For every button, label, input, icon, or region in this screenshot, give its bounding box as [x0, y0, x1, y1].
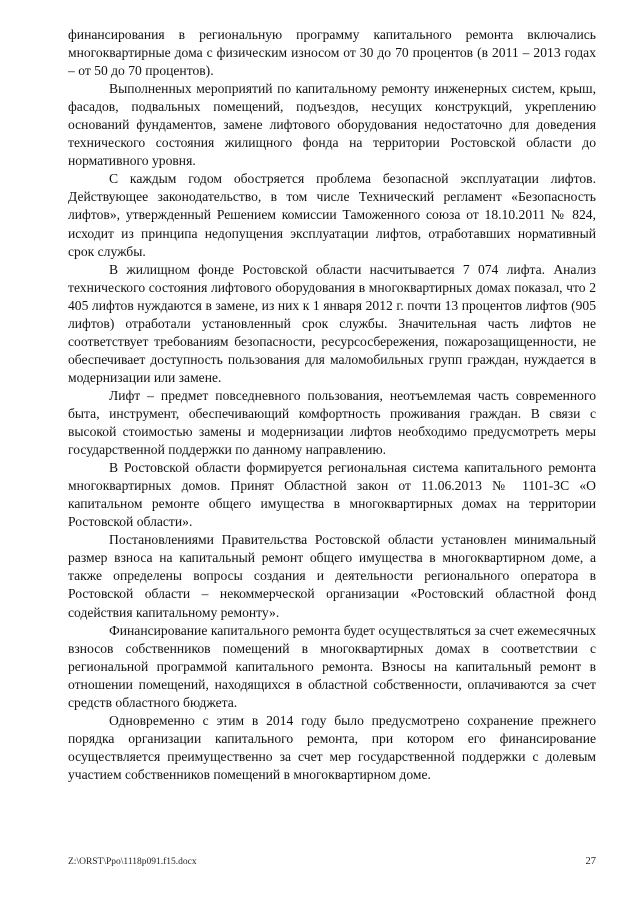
paragraph: С каждым годом обостряется проблема безопасной эксплуатации лифтов. Действующее законодательство, в том числе Технический регламент «Безопасность лифтов», утвержденный Решением комиссии Таможенного союза от 18.10.2011 № 824, исходит из принципа недопущения эксплуатации лифтов, отработавших нормативный срок службы.: [68, 171, 596, 259]
page-number: 27: [585, 856, 596, 867]
paragraph: Постановлениями Правительства Ростовской области установлен минимальный размер взноса на капитальный ремонт общего имущества в многоквартирном доме, а также определены вопросы создания и деятельности регионального оператора в Ростовской области – некоммерческой организации «Ростовский областной фонд содействия капитальному ремонту».: [68, 532, 596, 620]
paragraph: Лифт – предмет повседневного пользования, неотъемлемая часть современного быта, инструмент, обеспечивающий комфортность проживания граждан. В связи с высокой стоимостью замены и модернизации лифтов необходимо предусмотреть меры государственной поддержки по данному направлению.: [68, 387, 596, 458]
paragraph-continuation: финансирования в региональную программу капитального ремонта включались многоквартирные дома с физическим износом от 30 до 70 процентов (в 2011 – 2013 годах – от 50 до 70 процентов).: [68, 27, 596, 79]
paragraph: В жилищном фонде Ростовской области насчитывается 7 074 лифта. Анализ технического состояния лифтового оборудования в многоквартирных домах показал, что 2 405 лифтов нуждаются в замене, из них к 1 января 2012 г. почти 13 процентов лифтов (905 лифтов) отработали установленный срок службы. Значительная часть лифтов не соответствует требованиям безопасности, ресурсосбережения, пожарозащищенности, не обеспечивает доступность пользования для маломобильных групп граждан, нуждается в модернизации или замене.: [68, 261, 596, 385]
paragraph: В Ростовской области формируется региональная система капитального ремонта многоквартирных домов. Принят Областной закон от 11.06.2013 № 1101-ЗС «О капитальном ремонте общего имущества в многоквартирных домах на территории Ростовской области».: [68, 460, 596, 530]
footer-file-path: Z:\ORST\Ppo\1118p091.f15.docx: [68, 857, 197, 867]
paragraph: Выполненных мероприятий по капитальному ремонту инженерных систем, крыш, фасадов, подвальных помещений, подъездов, несущих конструкций, укреплению оснований фундаментов, замене лифтового оборудования недостаточно для доведения технического состояния жилищного фонда на территории Ростовской области до нормативного уровня.: [68, 81, 596, 169]
document-body: [68, 26, 596, 784]
paragraph: Финансирование капитального ремонта будет осуществляться за счет ежемесячных взносов собственников помещений в многоквартирных домах в соответствии с региональной программой капитального ремонта. Взносы на капитальный ремонт в отношении помещений, находящихся в областной собственности, оплачиваются за счет средств областного бюджета.: [68, 622, 596, 710]
paragraph: Одновременно с этим в 2014 году было предусмотрено сохранение прежнего порядка организации капитального ремонта, при котором его финансирование осуществляется преимущественно за счет мер государственной поддержки с долевым участием собственников помещений в многоквартирном доме.: [68, 712, 596, 782]
